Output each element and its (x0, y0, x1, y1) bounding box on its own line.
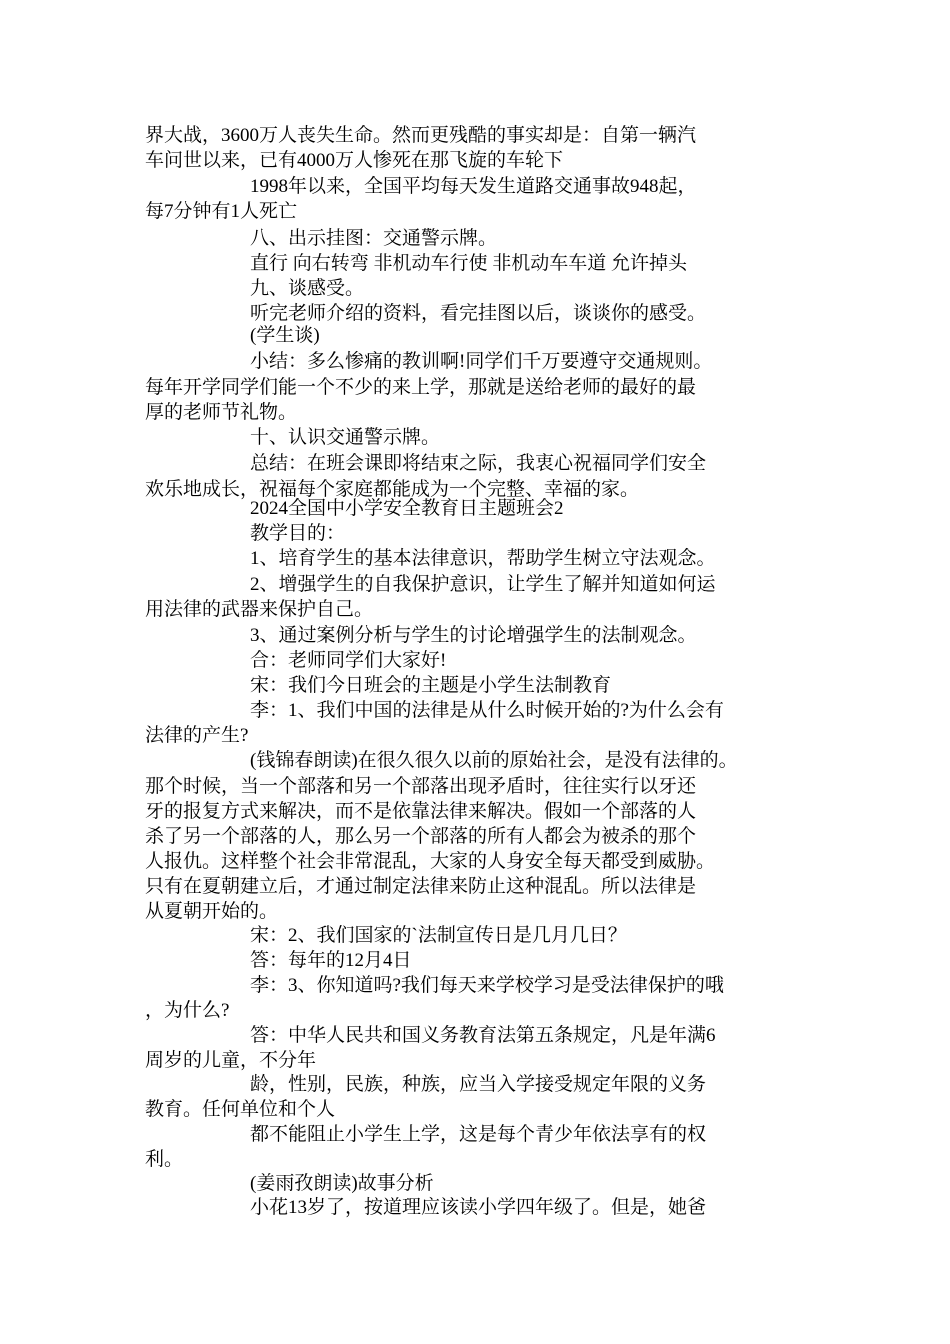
text-line: 只有在夏朝建立后，才通过制定法律来防止这种混乱。所以法律是 (145, 876, 697, 897)
text-line: 牙的报复方式来解决，而不是依靠法律来解决。假如一个部落的人 (145, 801, 697, 822)
text-line: 法律的产生? (145, 725, 249, 746)
text-line: 答：每年的12月4日 (250, 950, 412, 971)
text-line: (钱锦春朗读)在很久很久以前的原始社会，是没有法律的。 (250, 750, 738, 771)
text-line: 教育。任何单位和个人 (145, 1099, 336, 1120)
text-line: 李：1、我们中国的法律是从什么时候开始的?为什么会有 (250, 700, 724, 721)
text-line: 欢乐地成长，祝福每个家庭都能成为一个完整、幸福的家。 (145, 479, 640, 500)
text-line: (姜雨孜朗读)故事分析 (250, 1173, 434, 1194)
text-line: ，为什么? (145, 1000, 230, 1021)
text-line: 人报仇。这样整个社会非常混乱，大家的人身安全每天都受到威胁。 (145, 851, 716, 872)
text-line: 小结：多么惨痛的教训啊!同学们千万要遵守交通规则。 (250, 351, 713, 372)
text-line: 利。 (145, 1149, 184, 1170)
text-line: 从夏朝开始的。 (145, 901, 279, 922)
text-line: 周岁的儿童，不分年 (145, 1050, 317, 1071)
section-heading: 2024全国中小学安全教育日主题班会2 (250, 498, 564, 519)
text-line: 1998年以来，全国平均每天发生道路交通事故948起， (250, 176, 697, 197)
text-line: 九、谈感受。 (250, 278, 365, 299)
text-line: 合：老师同学们大家好! (250, 650, 447, 671)
text-line: 小花13岁了，按道理应该读小学四年级了。但是，她爸 (250, 1197, 707, 1218)
text-line: 总结：在班会课即将结束之际，我衷心祝福同学们安全 (250, 453, 707, 474)
text-line: 教学目的： (250, 523, 346, 544)
text-line: 那个时候，当一个部落和另一个部落出现矛盾时，往往实行以牙还 (145, 776, 697, 797)
text-line: 都不能阻止小学生上学，这是每个青少年依法享有的权 (250, 1124, 707, 1145)
text-line: 界大战，3600万人丧失生命。然而更残酷的事实却是：自第一辆汽 (145, 125, 697, 146)
text-line: 杀了另一个部落的人，那么另一个部落的所有人都会为被杀的那个 (145, 826, 697, 847)
text-line: 1、培育学生的基本法律意识，帮助学生树立守法观念。 (250, 548, 716, 569)
text-line: 听完老师介绍的资料，看完挂图以后，谈谈你的感受。 (250, 303, 707, 324)
text-line: 3、通过案例分析与学生的讨论增强学生的法制观念。 (250, 625, 697, 646)
text-line: 宋：2、我们国家的`法制宣传日是几月几日？ (250, 925, 627, 946)
text-line: 十、认识交通警示牌。 (250, 427, 441, 448)
text-line: 李：3、你知道吗?我们每天来学校学习是受法律保护的哦 (250, 975, 724, 996)
text-line: 八、出示挂图：交通警示牌。 (250, 228, 498, 249)
text-line: 车问世以来，已有4000万人惨死在那飞旋的车轮下 (145, 150, 564, 171)
text-line: 厚的老师节礼物。 (145, 402, 298, 423)
text-line: 答：中华人民共和国义务教育法第五条规定，凡是年满6 (250, 1025, 716, 1046)
text-line: (学生谈) (250, 325, 320, 346)
text-line: 2、增强学生的自我保护意识，让学生了解并知道如何运 (250, 574, 716, 595)
text-line: 用法律的武器来保护自己。 (145, 599, 374, 620)
text-line: 龄，性别，民族，种族，应当入学接受规定年限的义务 (250, 1074, 707, 1095)
text-line: 每7分钟有1人死亡 (145, 201, 298, 222)
text-line: 宋：我们今日班会的主题是小学生法制教育 (250, 675, 612, 696)
text-line: 直行 向右转弯 非机动车行使 非机动车车道 允许掉头 (250, 253, 688, 274)
text-line: 每年开学同学们能一个不少的来上学，那就是送给老师的最好的最 (145, 377, 697, 398)
